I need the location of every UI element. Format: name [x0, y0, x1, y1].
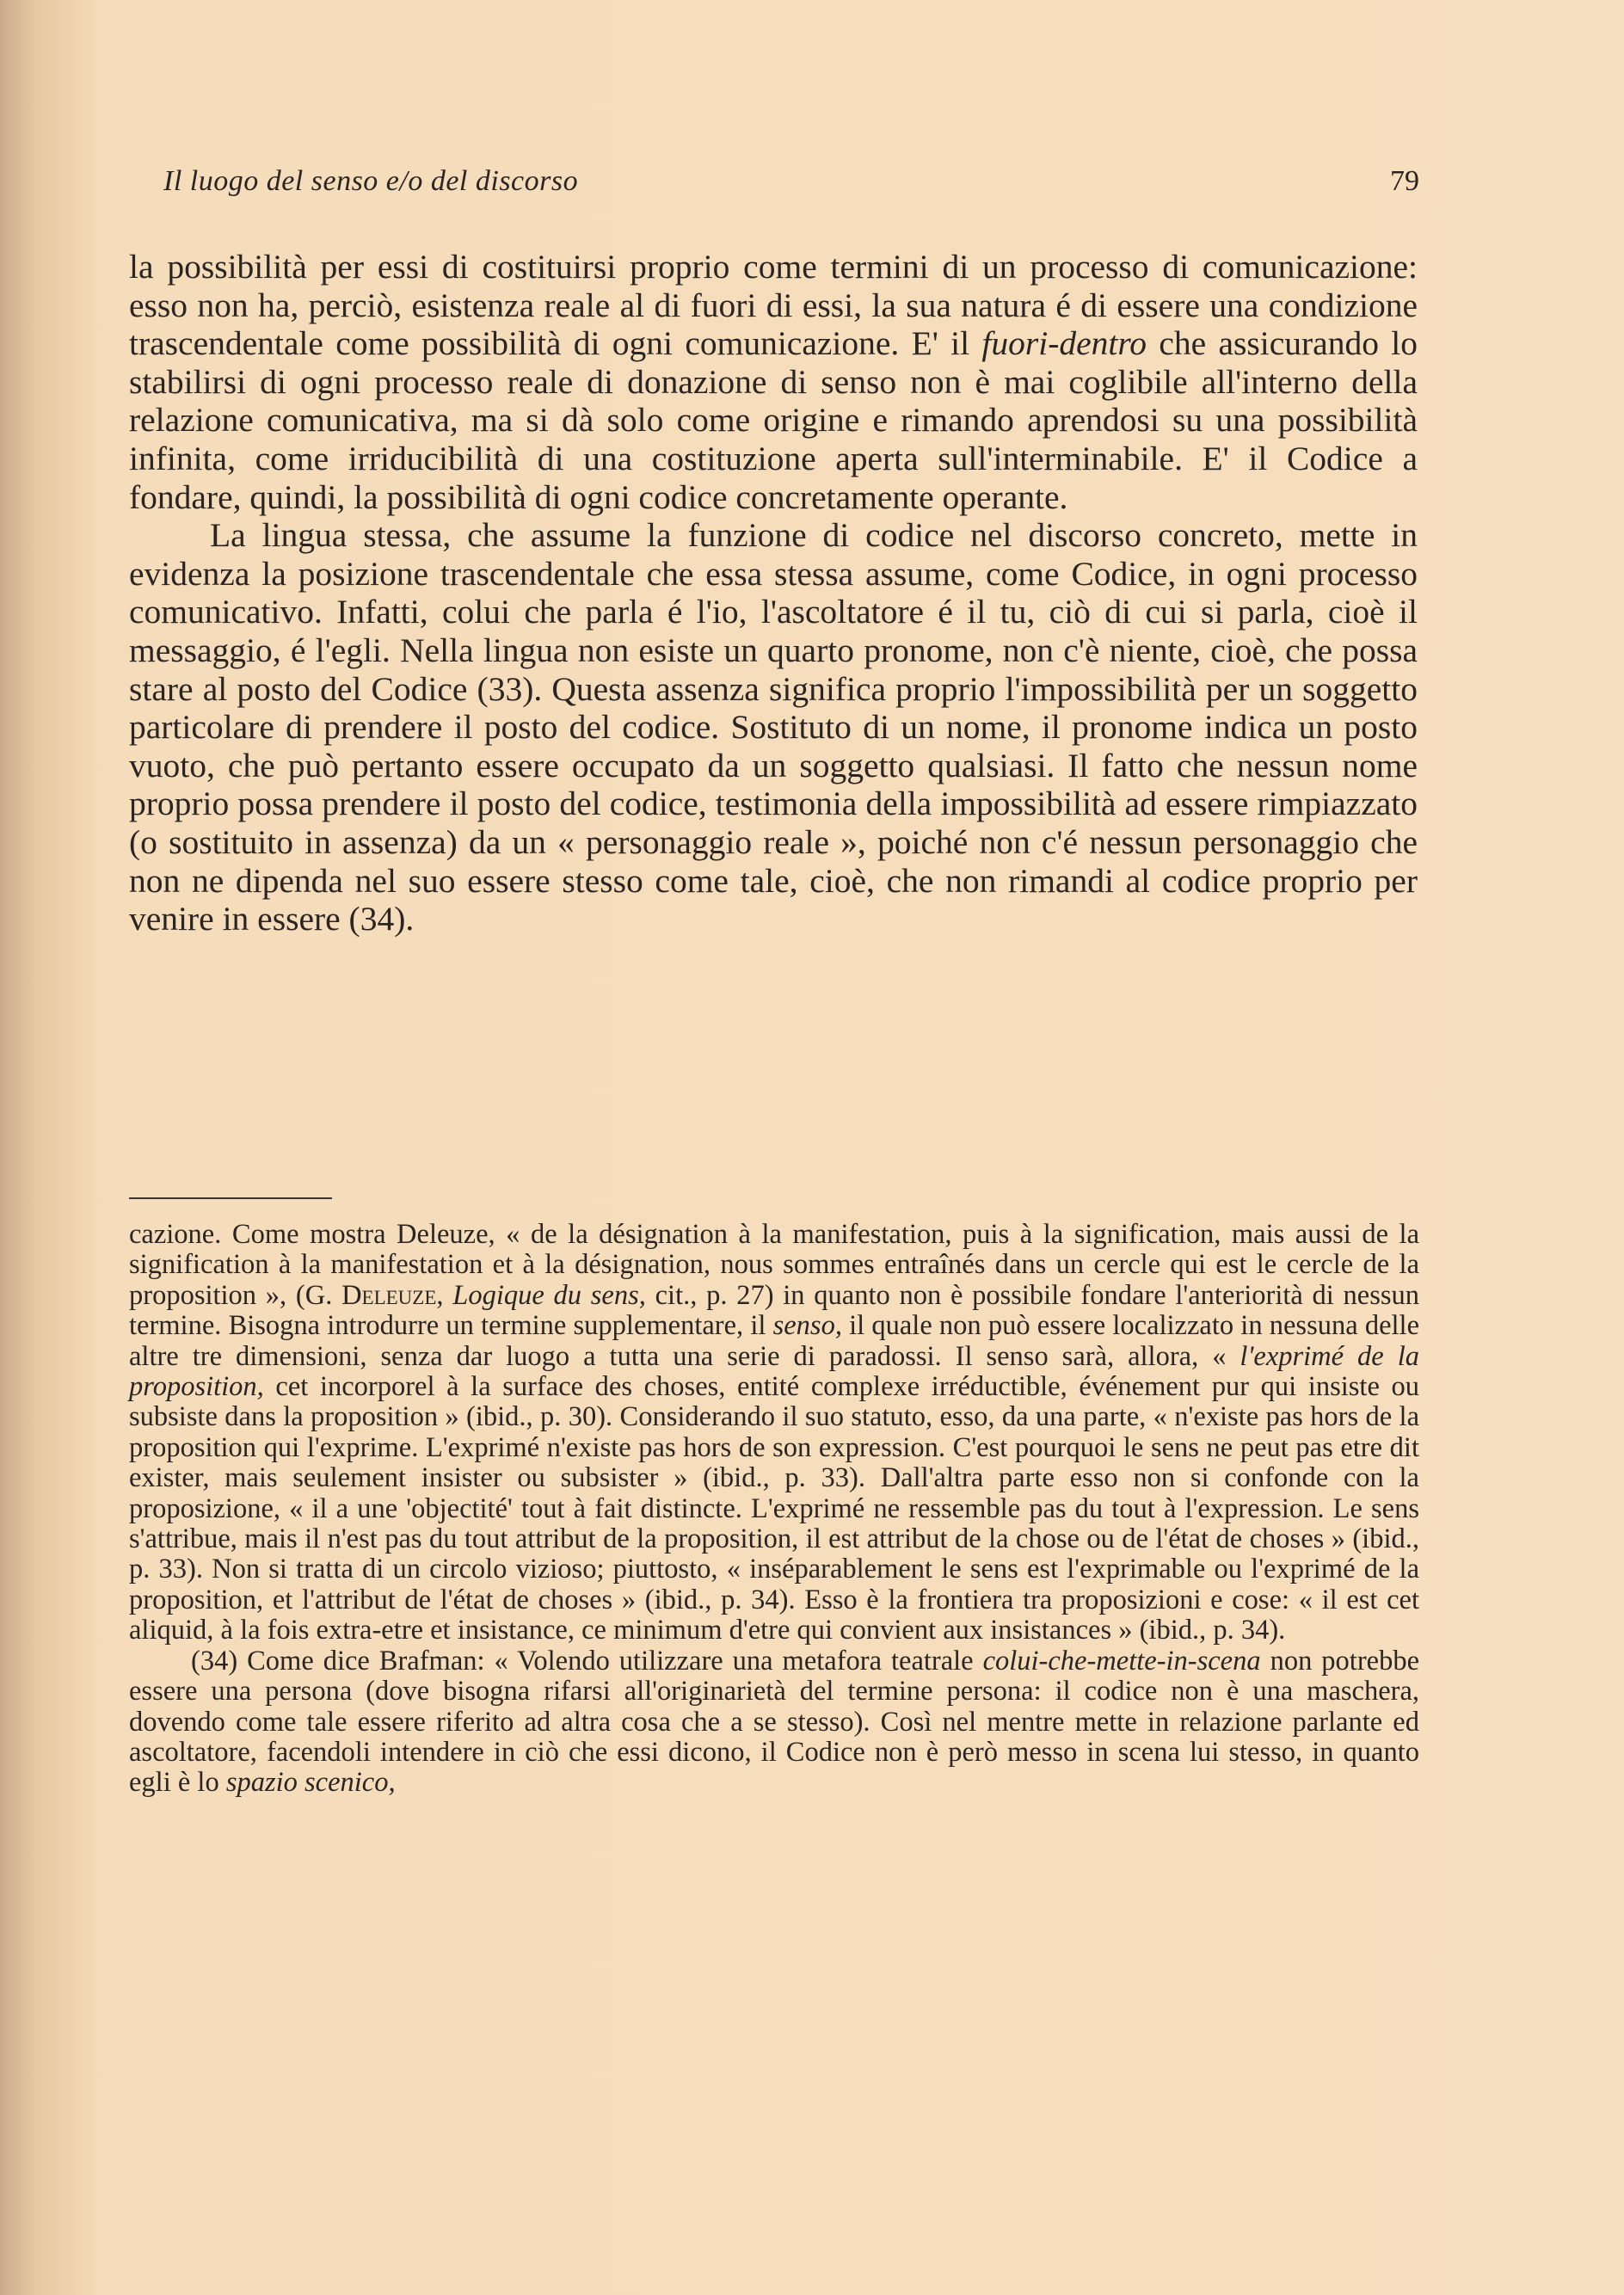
paragraph-1-text-b: che assicurando lo stabilirsi di ogni processo reale di donazione di senso non è mai coglibile all'interno della relazione comunicativa, ma si dà solo come origine e rimando aprendosi su una possibilità infinita, come irriducibilità di una costituzione aperta sull'interminabile. E' il Codice a fondare, quindi, la possibilità di ogni codice concretamente operante. — [129, 324, 1418, 516]
note-text: cit., p. 27) in quanto non è possibile fondare l'anteriorità di nessun termine. Bisogna introdurre un termine supplementare, il — [129, 1279, 1420, 1342]
footnotes — [129, 1220, 1419, 1799]
note-text: cazione. Come mostra Deleuze, « de la désignation à la manifestation, puis à la signification, mais aussi de la signification à la manifestation et à la désignation, nous sommes entraînés dans un cercle qui est le cercle de la proposition », (G. — [129, 1219, 1419, 1311]
footnote-33-continuation — [129, 1220, 1419, 1646]
paragraph-1-text-a: la possibilità per essi di costituirsi proprio come termini di un processo di comunicazione: esso non ha, perciò, esistenza reale al di fuori di essi, la sua natura é di essere una condizione trascendentale come possibilità di ogni comunicazione. E' il — [129, 248, 1418, 363]
note-text: non potrebbe essere una persona (dove bisogna rifarsi all'originarietà del termine persona: il codice non è una maschera, dovendo come tale essere riferito ad altra cosa che a se stesso). Così nel mentre mette in relazione parlante ed ascoltatore, facendoli intendere in ciò che essi dicono, il Codice non è però messo in scena lui stesso, in quanto egli è lo — [129, 1645, 1420, 1799]
note-text: (34) Come dice Brafman: « Volendo utilizzare una metafora teatrale — [191, 1645, 983, 1677]
paragraph-1-emphasis: fuori-dentro — [981, 324, 1147, 363]
note-emphasis: l'exprimé de la proposition, — [129, 1340, 1419, 1403]
footnote-34 — [129, 1646, 1419, 1799]
footnote-separator — [129, 1197, 332, 1199]
note-emphasis: colui-che-mette-in-scena — [982, 1645, 1261, 1677]
note-emphasis: senso, — [772, 1310, 842, 1342]
note-emphasis: spazio scenico, — [225, 1767, 396, 1799]
note-text: cet incorporel à la surface des choses, entité complexe irréductible, événement pur qui insiste ou subsiste dans la proposition » (ibid., p. 30). Considerando il suo statuto, esso, da una parte, « n'existe pas hors de la proposition qui l'exprime. L'exprimé n'existe pas hors de son expression. C'est pourquoi le sens ne peut pas etre dit exister, mais seulement insister ou subsister » (ibid., p. 33). Dall'altra parte esso non si confonde con la proposizione, « il a une 'objectité' tout à fait distincte. L'exprimé ne ressemble pas du tout à l'expression. Le sens s'attribue, mais il n'est pas du tout attribut de la proposition, il est attribut de la chose ou de l'état de choses » (ibid., p. 33). Non si tratta di un circolo vizioso; piuttosto, « inséparablement le sens est l'exprimable ou l'exprimé de la proposition, et l'attribut de l'état de choses » (ibid., p. 34). Esso è la frontiera tra proposizioni e cose: « il est cet aliquid, à la fois extra-etre et insistance, ce minimum d'etre qui convient aux insistances » (ibid., p. 34). — [129, 1371, 1419, 1646]
note-author: Deleuze — [341, 1279, 437, 1311]
paragraph-2: La lingua stessa, che assume la funzione di codice nel discorso concreto, mette in evidenza la posizione trascendentale che essa stessa assume, come Codice, in ogni processo comunicativo. Infatti, colui che parla é l'io, l'ascoltatore é il tu, ciò di cui si parla, cioè il messaggio, é l'egli. Nella lingua non esiste un quarto pronome, non c'è niente, cioè, che possa stare al posto del Codice (33). Questa assenza significa proprio l'impossibilità per un soggetto particolare di prendere il posto del codice. Sostituto di un nome, il pronome indica un posto vuoto, che può pertanto essere occupato da un soggetto qualsiasi. Il fatto che nessun nome proprio possa prendere il posto del codice, testimonia della impossibilità ad essere rimpiazzato (o sostituito in assenza) da un « personaggio reale », poiché non c'é nessun personaggio che non ne dipenda nel suo essere stesso come tale, cioè, che non rimandi al codice proprio per venire in essere (34). — [129, 516, 1418, 938]
note-text: , — [436, 1279, 453, 1311]
main-text — [129, 248, 1418, 938]
note-text: il quale non può essere localizzato in nessuna delle altre tre dimensioni, senza dar luogo a tutta una serie di paradossi. Il senso sarà, allora, « — [129, 1310, 1419, 1372]
page-header — [163, 165, 1419, 208]
page-number: 79 — [1390, 165, 1419, 197]
note-title: Logique du sens, — [452, 1279, 646, 1311]
running-title: Il luogo del senso e/o del discorso — [163, 165, 579, 197]
paragraph-1 — [129, 248, 1418, 516]
